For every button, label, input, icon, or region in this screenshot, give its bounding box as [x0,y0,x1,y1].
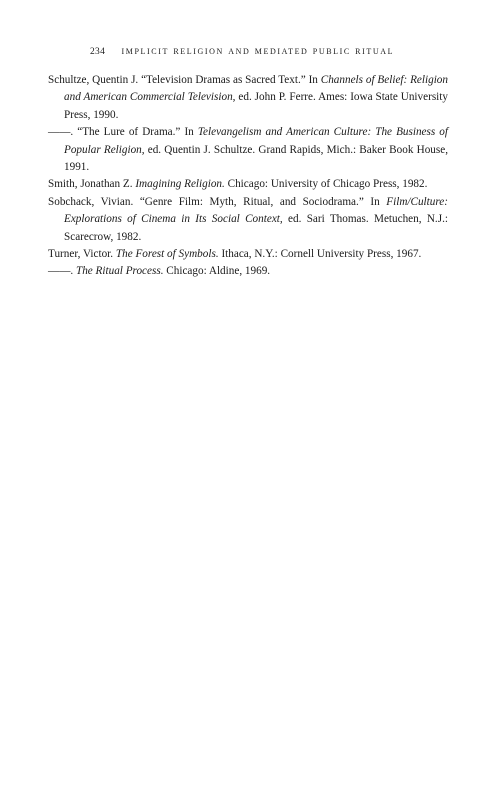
entry-author-text: ——. “The Lure of Drama.” In [48,126,198,139]
bibliography-entry [48,124,448,176]
running-title: implicit religion and mediated public ritual [121,45,395,57]
bibliography-entry [48,176,448,193]
bibliography-list [48,72,448,281]
entry-publication-text: ed. Sari Thomas. Metuchen, N.J.: Scarecrow, 1982. [64,213,448,243]
entry-title-italic: The Forest of Symbols. [115,248,219,261]
entry-author-text: Sobchack, Vivian. “Genre Film: Myth, Ritual, and Sociodrama.” In [48,195,387,208]
entry-publication-text: ed. Quentin J. Schultze. Grand Rapids, Mich.: Baker Book House, 1991. [64,143,448,174]
entry-title-italic: The Ritual Process. [75,265,164,278]
bibliography-entry [48,72,448,124]
entry-publication-text: ed. John P. Ferre. Ames: Iowa State University Press, 1990. [64,91,448,121]
entry-author-text: Schultze, Quentin J. “Television Dramas as Sacred Text.” In [48,74,321,86]
entry-title-italic: Channels of Belief: Religion and American Commercial Television, [64,74,448,104]
entry-title-italic: Imagining Religion. [135,178,225,191]
bibliography-entry [48,263,448,280]
bibliography-entry [48,194,448,246]
entry-publication-text: Ithaca, N.Y.: Cornell University Press, 1967. [218,248,422,261]
page-number: 234 [90,47,106,57]
entry-author-text: ——. [48,265,76,278]
entry-publication-text: Chicago: Aldine, 1969. [163,265,271,278]
entry-title-italic: Televangelism and American Culture: The Business of Popular Religion, [64,126,448,156]
entry-author-text: Smith, Jonathan Z. [48,178,136,191]
running-head [90,45,450,58]
bibliography-entry [48,246,448,263]
entry-author-text: Turner, Victor. [48,248,116,261]
entry-title-italic: Film/Culture: Explorations of Cinema in Its Social Context, [64,195,448,226]
entry-publication-text: Chicago: University of Chicago Press, 1982. [224,178,428,191]
